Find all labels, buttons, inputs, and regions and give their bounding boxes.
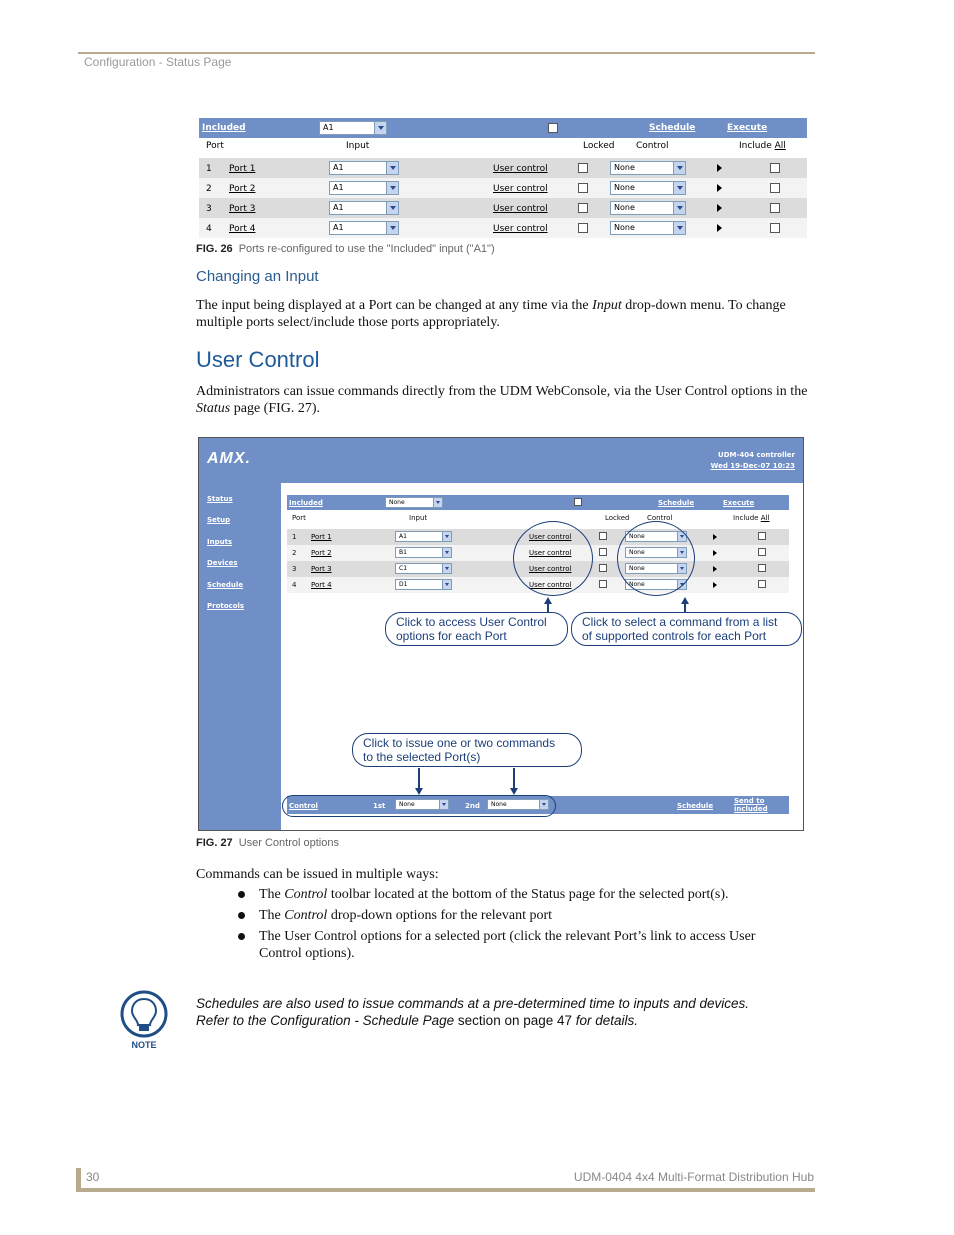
table-row (199, 198, 807, 218)
port-link[interactable]: Port 4 (229, 224, 256, 234)
include-checkbox[interactable] (758, 564, 766, 572)
row-num: 3 (206, 204, 212, 214)
page-number: 30 (86, 1170, 100, 1184)
fig26-caption: FIG. 26 Ports re-configured to use the "Included" input ("A1") (196, 243, 495, 255)
play-icon[interactable] (717, 204, 722, 212)
bullet-icon (238, 933, 245, 940)
sidebar-item-schedule[interactable]: Schedule (207, 581, 244, 589)
include-checkbox[interactable] (770, 223, 780, 233)
locked-checkbox[interactable] (599, 580, 607, 588)
col-input: Input (346, 141, 370, 151)
table-row (199, 218, 807, 238)
input-select[interactable]: A1 (329, 181, 399, 195)
included-label: Included (289, 499, 323, 507)
col-control: Control (647, 514, 673, 522)
column-header-row (199, 138, 807, 156)
changing-input-paragraph: The input being displayed at a Port can be changed at any time via the Input drop-down menu. To change multiple ports select/include those ports appropriately. (196, 298, 786, 330)
sidebar (199, 483, 281, 830)
bullet-icon (238, 912, 245, 919)
user-control-link[interactable]: User control (529, 533, 572, 541)
first-command-select[interactable]: None (395, 799, 449, 810)
user-control-link[interactable]: User control (493, 164, 548, 174)
control-select-highlight (617, 521, 695, 596)
row-num: 1 (292, 533, 297, 541)
locked-checkbox[interactable] (578, 203, 588, 213)
table-row (199, 158, 807, 178)
execute-link[interactable]: Execute (723, 499, 755, 507)
svg-text:NOTE: NOTE (131, 1040, 157, 1050)
row-num: 4 (292, 581, 297, 589)
port-link[interactable]: Port 4 (311, 581, 332, 589)
included-row (287, 495, 789, 510)
included-label: Included (202, 123, 246, 133)
input-select[interactable]: B1 (395, 547, 452, 558)
sidebar-item-devices[interactable]: Devices (207, 559, 238, 567)
commands-intro: Commands can be issued in multiple ways: (196, 867, 439, 882)
user-control-link[interactable]: User control (529, 581, 572, 589)
control-select[interactable]: None (610, 161, 686, 175)
fig26-screenshot (199, 118, 807, 236)
bottom-schedule-link[interactable]: Schedule (677, 802, 714, 810)
control-select[interactable]: None (610, 221, 686, 235)
user-control-heading: User Control (196, 347, 320, 372)
running-header: Configuration - Status Page (84, 55, 232, 69)
row-num: 4 (206, 224, 212, 234)
control-select[interactable]: None (610, 181, 686, 195)
port-link[interactable]: Port 3 (311, 565, 332, 573)
controller-name: UDM-404 controller (718, 451, 795, 459)
row-num: 1 (206, 164, 212, 174)
col-include: Include All (733, 514, 770, 522)
arrow-line (513, 768, 515, 789)
sidebar-item-inputs[interactable]: Inputs (207, 538, 233, 546)
list-item: The Control toolbar located at the bottom of the Status page for the selected port(s). (236, 886, 796, 903)
input-select[interactable]: C1 (395, 563, 452, 574)
control-select[interactable]: None (610, 201, 686, 215)
list-item: The Control drop-down options for the relevant port (236, 907, 796, 924)
callout-issue-commands: Click to issue one or two commands to the selected Port(s) (352, 733, 582, 767)
locked-checkbox[interactable] (578, 223, 588, 233)
play-icon[interactable] (717, 164, 722, 172)
schedule-link[interactable]: Schedule (649, 123, 696, 133)
header-rule (78, 52, 815, 54)
user-control-link[interactable]: User control (493, 224, 548, 234)
sidebar-item-setup[interactable]: Setup (207, 516, 231, 524)
locked-checkbox[interactable] (578, 163, 588, 173)
include-checkbox[interactable] (758, 532, 766, 540)
locked-checkbox[interactable] (599, 532, 607, 540)
play-icon[interactable] (713, 550, 717, 556)
locked-checkbox[interactable] (578, 183, 588, 193)
toolbar-highlight (282, 795, 556, 817)
note-text: Schedules are also used to issue commands at a pre-determined time to inputs and devices. Refer to the Configuration - Schedule Page section on page 47 for details. (196, 996, 750, 1028)
included-select[interactable]: A1 (319, 121, 387, 135)
row-num: 2 (292, 549, 297, 557)
locked-checkbox[interactable] (599, 548, 607, 556)
first-label: 1st (373, 802, 386, 810)
changing-input-heading: Changing an Input (196, 268, 319, 285)
bullet-icon (238, 891, 245, 898)
input-select[interactable]: A1 (329, 201, 399, 215)
include-checkbox[interactable] (758, 580, 766, 588)
user-control-paragraph: Administrators can issue commands directly from the UDM WebConsole, via the User Control options in the Status page (FIG. 27). (196, 384, 808, 416)
play-icon[interactable] (717, 184, 722, 192)
locked-checkbox[interactable] (599, 564, 607, 572)
arrow-down-icon (415, 788, 423, 795)
col-include: Include All (739, 141, 786, 151)
callout-select-command: Click to select a command from a list of supported controls for each Port (571, 612, 802, 646)
document-title: UDM-0404 4x4 Multi-Format Distribution Hub (573, 1170, 814, 1184)
input-select[interactable]: A1 (329, 221, 399, 235)
col-control: Control (636, 141, 669, 151)
list-item: The User Control options for a selected port (click the relevant Port’s link to access User Control options). (236, 928, 796, 962)
footer-rule (78, 1188, 815, 1192)
col-input: Input (409, 514, 428, 522)
schedule-link[interactable]: Schedule (658, 499, 695, 507)
input-select[interactable]: A1 (395, 531, 452, 542)
port-link[interactable]: Port 1 (311, 533, 332, 541)
control-select[interactable]: None (625, 563, 687, 574)
second-command-select[interactable]: None (487, 799, 549, 810)
sidebar-item-status[interactable]: Status (207, 495, 233, 503)
control-select[interactable]: None (625, 531, 687, 542)
execute-link[interactable]: Execute (727, 123, 768, 133)
control-label: Control (289, 802, 318, 810)
commands-list (236, 886, 796, 966)
lightbulb-note-icon (120, 990, 168, 1050)
user-control-link[interactable]: User control (529, 549, 572, 557)
row-num: 3 (292, 565, 297, 573)
arrow-line (418, 768, 420, 789)
col-port: Port (292, 514, 306, 522)
amx-logo: AMX. (207, 450, 251, 467)
second-label: 2nd (465, 802, 480, 810)
play-icon[interactable] (713, 534, 717, 540)
col-locked: Locked (605, 514, 630, 522)
send-to-included-link[interactable]: Send to included (734, 797, 768, 813)
play-icon[interactable] (713, 582, 717, 588)
user-control-highlight (513, 521, 593, 596)
control-select[interactable]: None (625, 547, 687, 558)
port-link[interactable]: Port 2 (229, 184, 256, 194)
col-port: Port (206, 141, 224, 151)
play-icon[interactable] (713, 566, 717, 572)
row-num: 2 (206, 184, 212, 194)
fig27-caption: FIG. 27 User Control options (196, 837, 339, 849)
include-checkbox[interactable] (770, 203, 780, 213)
user-control-link[interactable]: User control (493, 204, 548, 214)
port-link[interactable]: Port 1 (229, 164, 256, 174)
input-select[interactable]: D1 (395, 579, 452, 590)
user-control-link[interactable]: User control (493, 184, 548, 194)
included-select[interactable]: None (385, 497, 443, 508)
include-checkbox[interactable] (770, 163, 780, 173)
include-checkbox[interactable] (758, 548, 766, 556)
included-row (199, 118, 807, 138)
control-select[interactable]: None (625, 579, 687, 590)
input-select[interactable]: A1 (329, 161, 399, 175)
sidebar-item-protocols[interactable]: Protocols (207, 602, 245, 610)
port-link[interactable]: Port 2 (311, 549, 332, 557)
table-row (199, 178, 807, 198)
include-checkbox[interactable] (770, 183, 780, 193)
port-link[interactable]: Port 3 (229, 204, 256, 214)
webconsole-header (199, 438, 803, 483)
play-icon[interactable] (717, 224, 722, 232)
col-locked: Locked (583, 141, 615, 151)
callout-user-control: Click to access User Control options for each Port (385, 612, 568, 646)
arrow-down-icon (510, 788, 518, 795)
included-checkbox[interactable] (574, 498, 582, 506)
user-control-link[interactable]: User control (529, 565, 572, 573)
controller-date[interactable]: Wed 19-Dec-07 10:23 (710, 462, 795, 470)
included-checkbox[interactable] (548, 123, 558, 133)
arrow-line (547, 603, 549, 612)
arrow-line (684, 603, 686, 612)
